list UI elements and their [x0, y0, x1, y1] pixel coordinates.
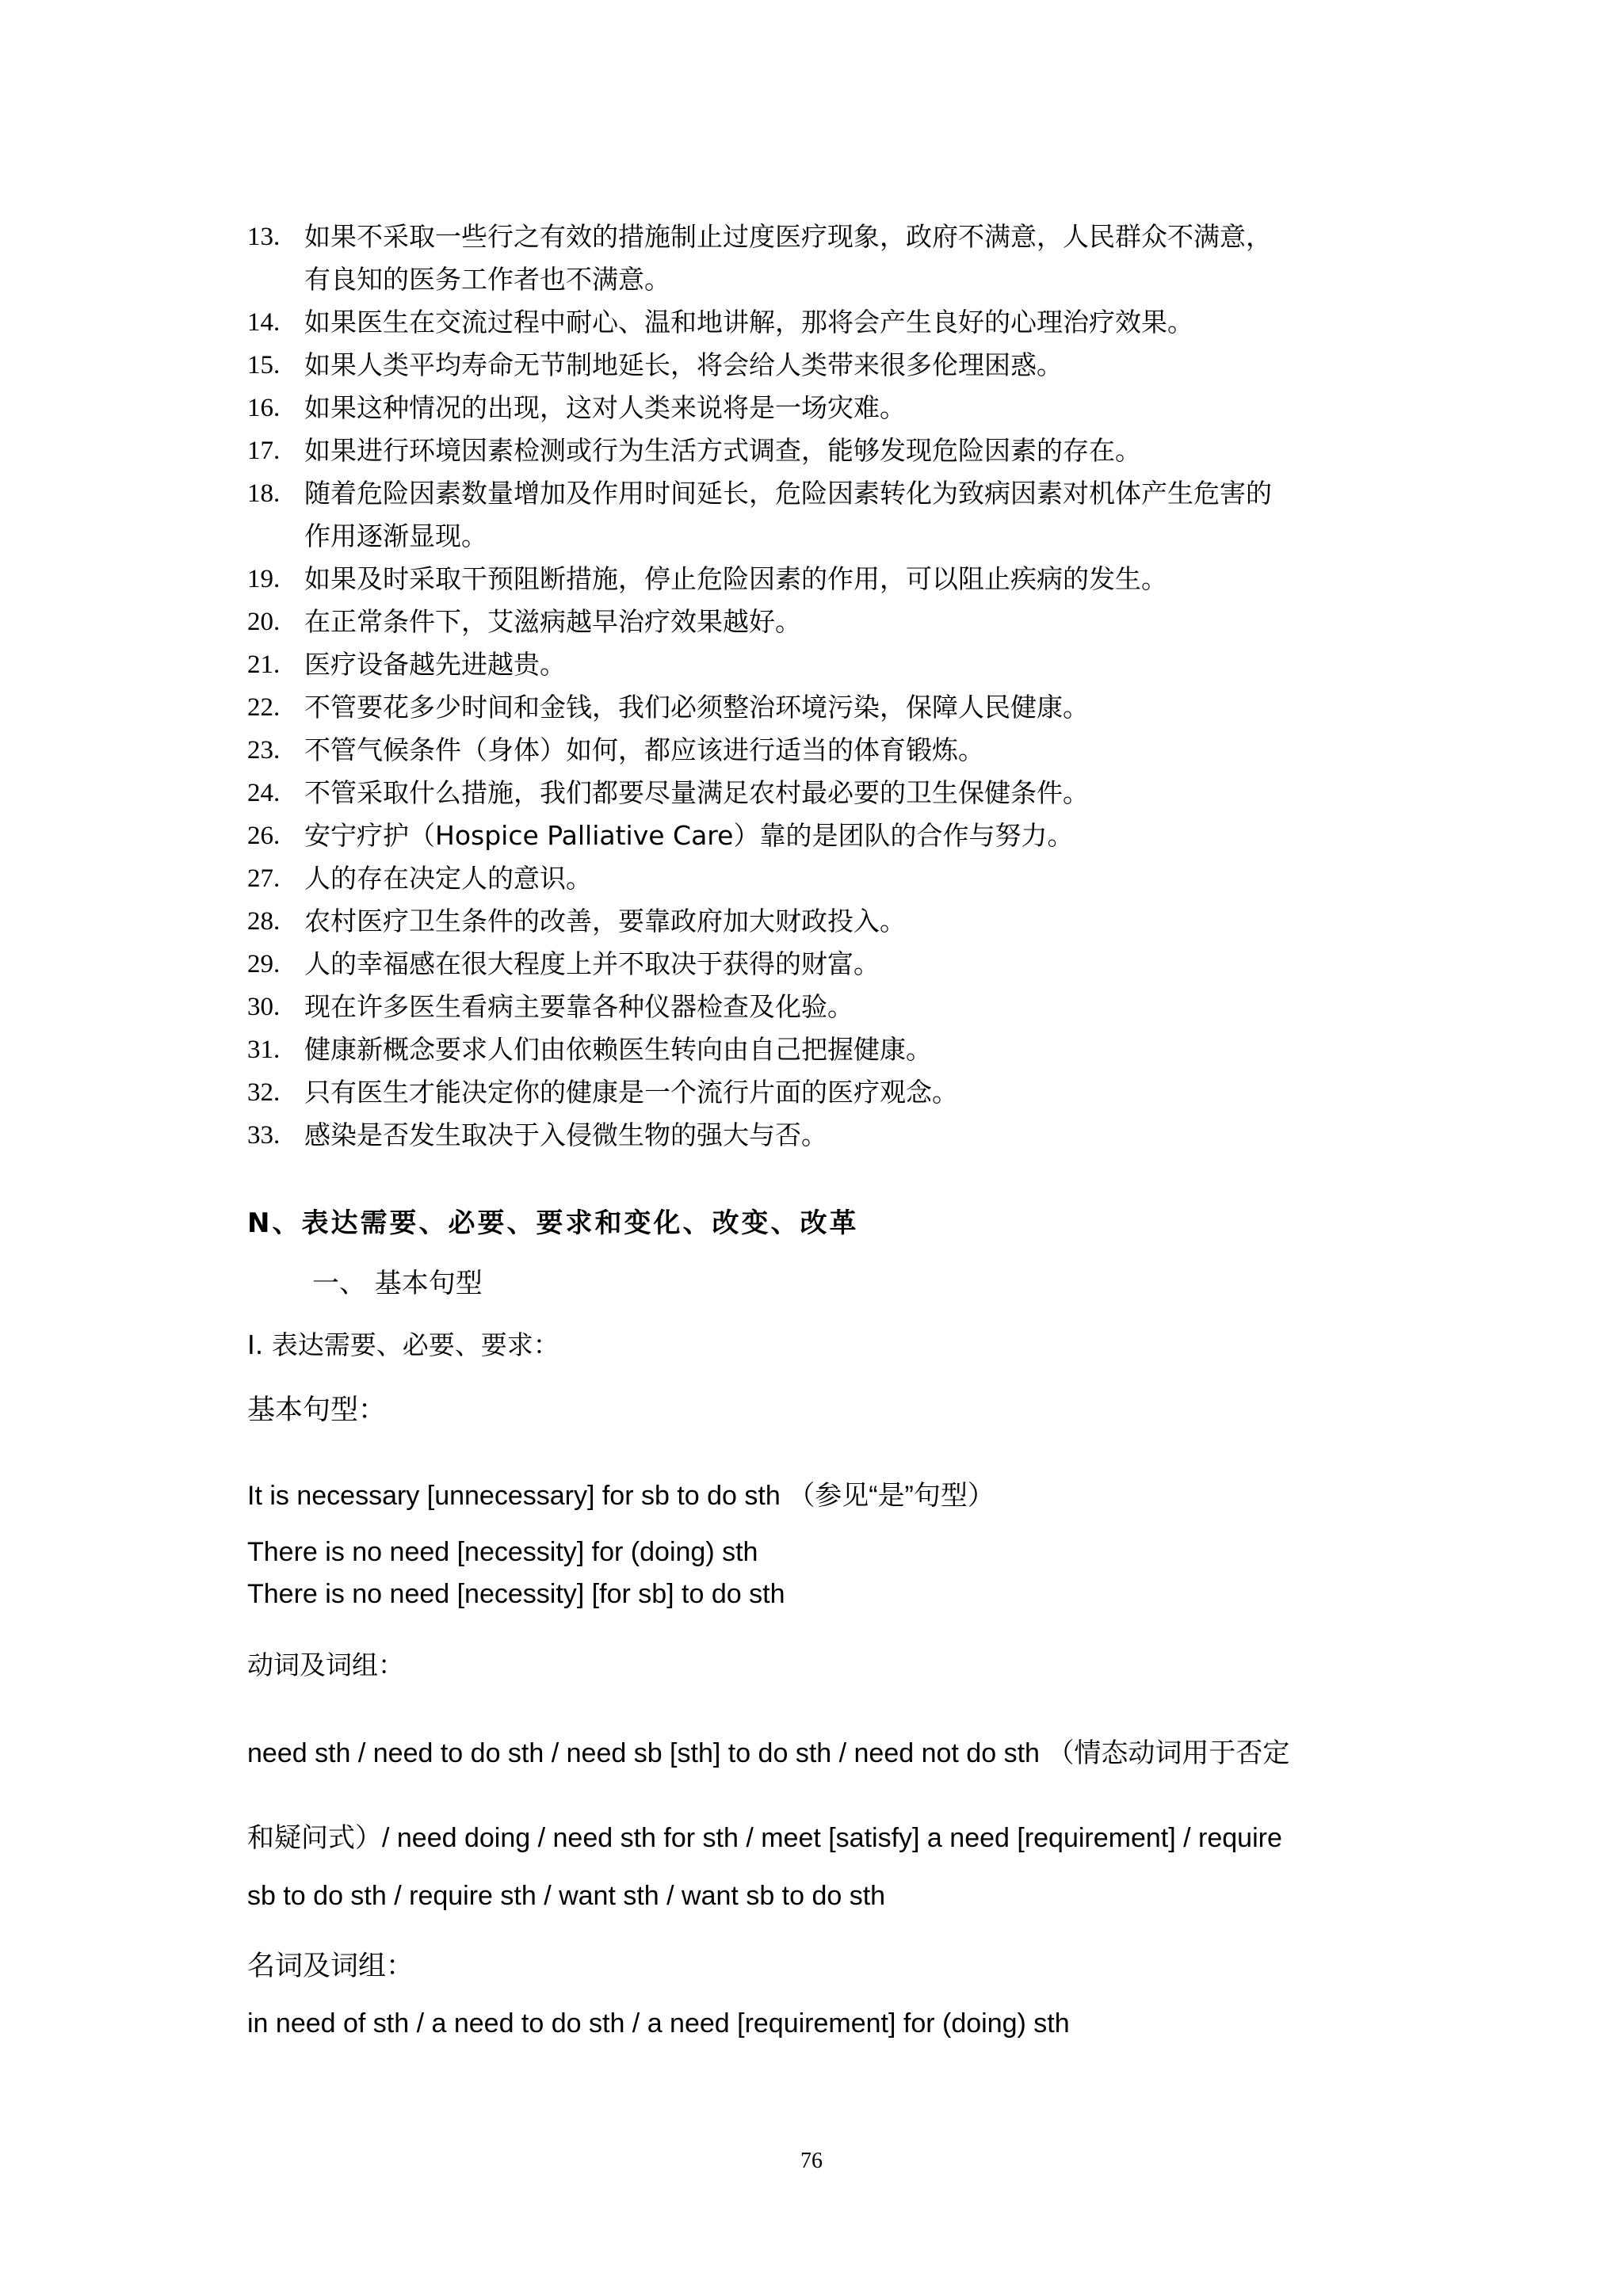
- item-text: 有良知的医务工作者也不满意。: [304, 264, 670, 295]
- item-text: 随着危险因素数量增加及作用时间延长，危险因素转化为致病因素对机体产生危害的: [304, 478, 1272, 509]
- basic-pattern-1: It is necessary [unnecessary] for sb to do sth （参见“是”句型）: [247, 1481, 995, 1511]
- list-item: [247, 772, 1388, 814]
- item-text: 如果人类平均寿命无节制地延长，将会给人类带来很多伦理困惑。: [304, 349, 1063, 380]
- list-item: [247, 1114, 1388, 1157]
- item-number: 17.: [247, 437, 281, 465]
- item-number: 29.: [247, 950, 281, 978]
- item-text: 安宁疗护（Hospice Palliative Care）靠的是团队的合作与努力。: [304, 820, 1074, 851]
- list-item: [247, 857, 1388, 900]
- item-text: 医疗设备越先进越贵。: [304, 649, 566, 680]
- list-item: [247, 729, 1388, 772]
- item-text: 只有医生才能决定你的健康是一个流行片面的医疗观念。: [304, 1077, 958, 1108]
- item-number: 18.: [247, 479, 281, 508]
- basic-pattern-3: There is no need [necessity] [for sb] to do sth: [247, 1579, 785, 1609]
- item-number: 13.: [247, 223, 281, 251]
- item-number: 19.: [247, 565, 281, 593]
- list-item: [247, 344, 1388, 387]
- item-number: 14.: [247, 308, 281, 337]
- sentence-list: [247, 215, 1388, 1157]
- list-item: [247, 472, 1388, 558]
- item-number: 23.: [247, 736, 281, 765]
- list-item: [247, 686, 1388, 729]
- section-heading: N、表达需要、必要、要求和变化、改变、改革: [247, 1207, 859, 1239]
- item-text: 不管气候条件（身体）如何，都应该进行适当的体育锻炼。: [304, 734, 984, 765]
- list-item: [247, 814, 1388, 857]
- list-item: [247, 387, 1388, 429]
- item-number: 24.: [247, 779, 281, 807]
- item-text: 如果这种情况的出现，这对人类来说将是一场灾难。: [304, 392, 906, 423]
- list-item: [247, 1028, 1388, 1071]
- item-text: 人的幸福感在很大程度上并不取决于获得的财富。: [304, 948, 880, 979]
- list-item: [247, 1071, 1388, 1114]
- item-text: 不管采取什么措施，我们都要尽量满足农村最必要的卫生保健条件。: [304, 777, 1089, 808]
- basic-pattern-label: 基本句型：: [247, 1394, 387, 1426]
- item-number: 28.: [247, 907, 281, 936]
- item-text: 在正常条件下，艾滋病越早治疗效果越好。: [304, 606, 801, 637]
- item-text: 农村医疗卫生条件的改善，要靠政府加大财政投入。: [304, 906, 906, 936]
- verb-line-2: 和疑问式）/ need doing / need sth for sth / meet [satisfy] a need [requirement] / require: [247, 1823, 1282, 1853]
- noun-line-1: in need of sth / a need to do sth / a need [requirement] for (doing) sth: [247, 2008, 1070, 2039]
- item-text: 现在许多医生看病主要靠各种仪器检查及化验。: [304, 991, 854, 1022]
- item-number: 22.: [247, 693, 281, 722]
- item-text: 作用逐渐显现。: [304, 521, 487, 551]
- list-item: [247, 943, 1388, 986]
- item-text: 如果医生在交流过程中耐心、温和地讲解，那将会产生良好的心理治疗效果。: [304, 307, 1193, 338]
- item-text: 不管要花多少时间和金钱，我们必须整治环境污染，保障人民健康。: [304, 692, 1089, 723]
- item-text: 如果不采取一些行之有效的措施制止过度医疗现象，政府不满意，人民群众不满意，: [304, 221, 1272, 252]
- verb-line-3: sb to do sth / require sth / want sth / want sb to do sth: [247, 1881, 886, 1911]
- item-number: 30.: [247, 993, 281, 1021]
- item-number: 27.: [247, 864, 281, 893]
- item-text: 人的存在决定人的意识。: [304, 863, 592, 894]
- list-item: [247, 215, 1388, 301]
- list-item: [247, 301, 1388, 344]
- list-item: [247, 558, 1388, 601]
- verb-line-1: need sth / need to do sth / need sb [sth] to do sth / need not do sth （情态动词用于否定: [247, 1738, 1290, 1768]
- list-item: [247, 601, 1388, 643]
- page-number: 76: [800, 2149, 823, 2173]
- item-text: 感染是否发生取决于入侵微生物的强大与否。: [304, 1119, 827, 1150]
- list-item: [247, 900, 1388, 943]
- item-number: 26.: [247, 822, 281, 850]
- list-item: [247, 643, 1388, 686]
- subsection-heading: 一、 基本句型: [312, 1268, 483, 1299]
- item-number: 16.: [247, 394, 281, 422]
- item-number: 20.: [247, 608, 281, 636]
- part-title: I. 表达需要、必要、要求：: [247, 1329, 559, 1360]
- item-text: 健康新概念要求人们由依赖医生转向由自己把握健康。: [304, 1034, 932, 1065]
- list-item: [247, 986, 1388, 1028]
- verb-label: 动词及词组：: [247, 1650, 404, 1680]
- noun-label: 名词及词组：: [247, 1951, 414, 1982]
- item-number: 32.: [247, 1078, 281, 1107]
- item-number: 33.: [247, 1121, 281, 1150]
- item-text: 如果及时采取干预阻断措施，停止危险因素的作用，可以阻止疾病的发生。: [304, 563, 1167, 594]
- item-text: 如果进行环境因素检测或行为生活方式调查，能够发现危险因素的存在。: [304, 435, 1141, 466]
- item-number: 15.: [247, 351, 281, 379]
- basic-pattern-2: There is no need [necessity] for (doing) sth: [247, 1537, 758, 1567]
- list-item: [247, 429, 1388, 472]
- item-number: 31.: [247, 1035, 281, 1064]
- item-number: 21.: [247, 650, 281, 679]
